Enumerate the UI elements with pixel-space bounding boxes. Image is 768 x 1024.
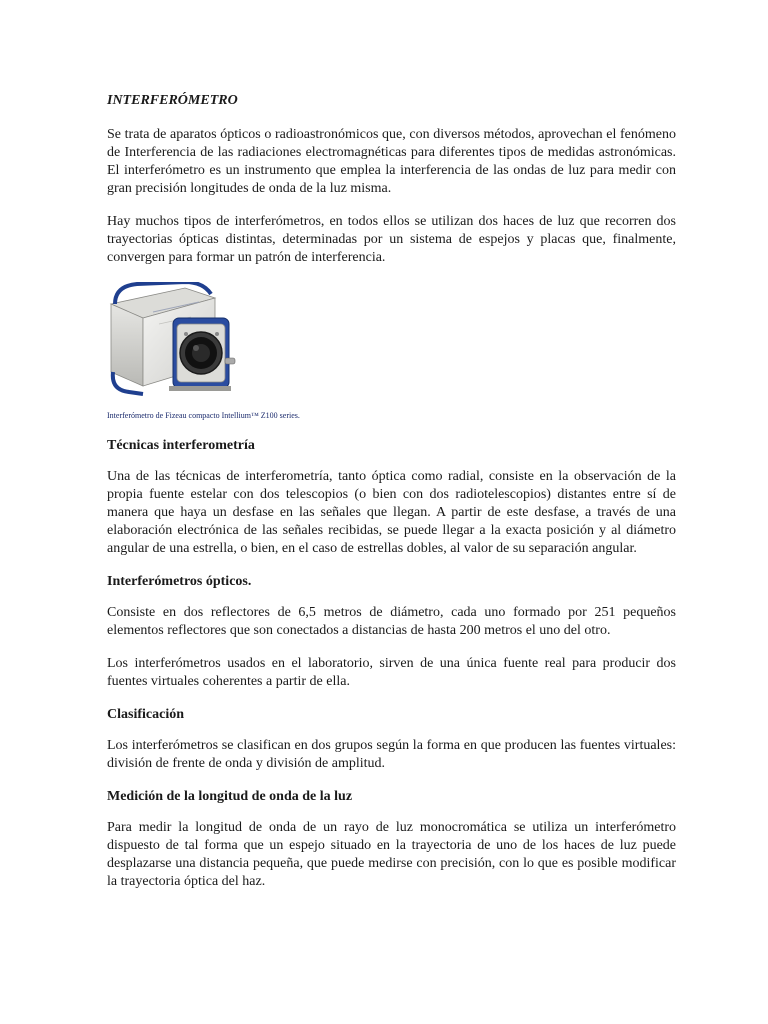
interferometer-image <box>107 282 237 400</box>
section-paragraph: Los interferómetros usados en el laboratorio, sirven de una única fuente real para producir dos fuentes virtuales coherentes a partir de ella. <box>107 656 676 689</box>
figure-caption: Interferómetro de Fizeau compacto Intellium™ Z100 series. <box>107 411 300 420</box>
section-heading-wavelength: Medición de la longitud de onda de la luz <box>107 789 353 804</box>
section-paragraph: Para medir la longitud de onda de un rayo de luz monocromática se utiliza un interferómetro dispuesto de tal forma que un espejo situado en la trayectoria de uno de los haces de luz puede desplazarse una distancia pequeña, que puede medirse con precisión, con lo que es posible modificar la trayectoria óptica del haz. <box>107 820 676 889</box>
section-heading-techniques: Técnicas interferometría <box>107 438 255 453</box>
section-paragraph: Los interferómetros se clasifican en dos grupos según la forma en que producen las fuentes virtuales: división de frente de onda y división de amplitud. <box>107 738 676 771</box>
section-heading-optical: Interferómetros ópticos. <box>107 574 252 589</box>
intro-paragraph-2: Hay muchos tipos de interferómetros, en todos ellos se utilizan dos haces de luz que recorren dos trayectorias ópticas distintas, determinadas por un sistema de espejos y placas que, finalmente, convergen para formar un patrón de interferencia. <box>107 214 676 265</box>
section-paragraph: Una de las técnicas de interferometría, tanto óptica como radial, consiste en la observación de la propia fuente estelar con dos telescopios (o bien con dos radiotelescopios) distantes entre sí de manera que haya un desfase en las señales que llegan. A partir de este desfase, a través de una elaboración electrónica de las señales recibidas, se puede llegar a la exacta posición y al diámetro angular de una estrella, o bien, en el caso de estrellas dobles, al valor de su separación angular. <box>107 469 676 556</box>
document-page <box>107 92 676 906</box>
section-heading-classification: Clasificación <box>107 707 184 722</box>
interferometer-device-illustration <box>107 282 237 400</box>
intro-paragraph-1: Se trata de aparatos ópticos o radioastronómicos que, con diversos métodos, aprovechan el fenómeno de Interferencia de las radiaciones electromagnéticas para diferentes tipos de medidas astronómicas. El interferómetro es un instrumento que emplea la interferencia de las ondas de luz para medir con gran precisión longitudes de onda de la luz misma. <box>107 127 676 196</box>
section-paragraph: Consiste en dos reflectores de 6,5 metros de diámetro, cada uno formado por 251 pequeños elementos reflectores que son conectados a distancias de hasta 200 metros el uno del otro. <box>107 605 676 638</box>
document-title: INTERFERÓMETRO <box>107 93 238 108</box>
